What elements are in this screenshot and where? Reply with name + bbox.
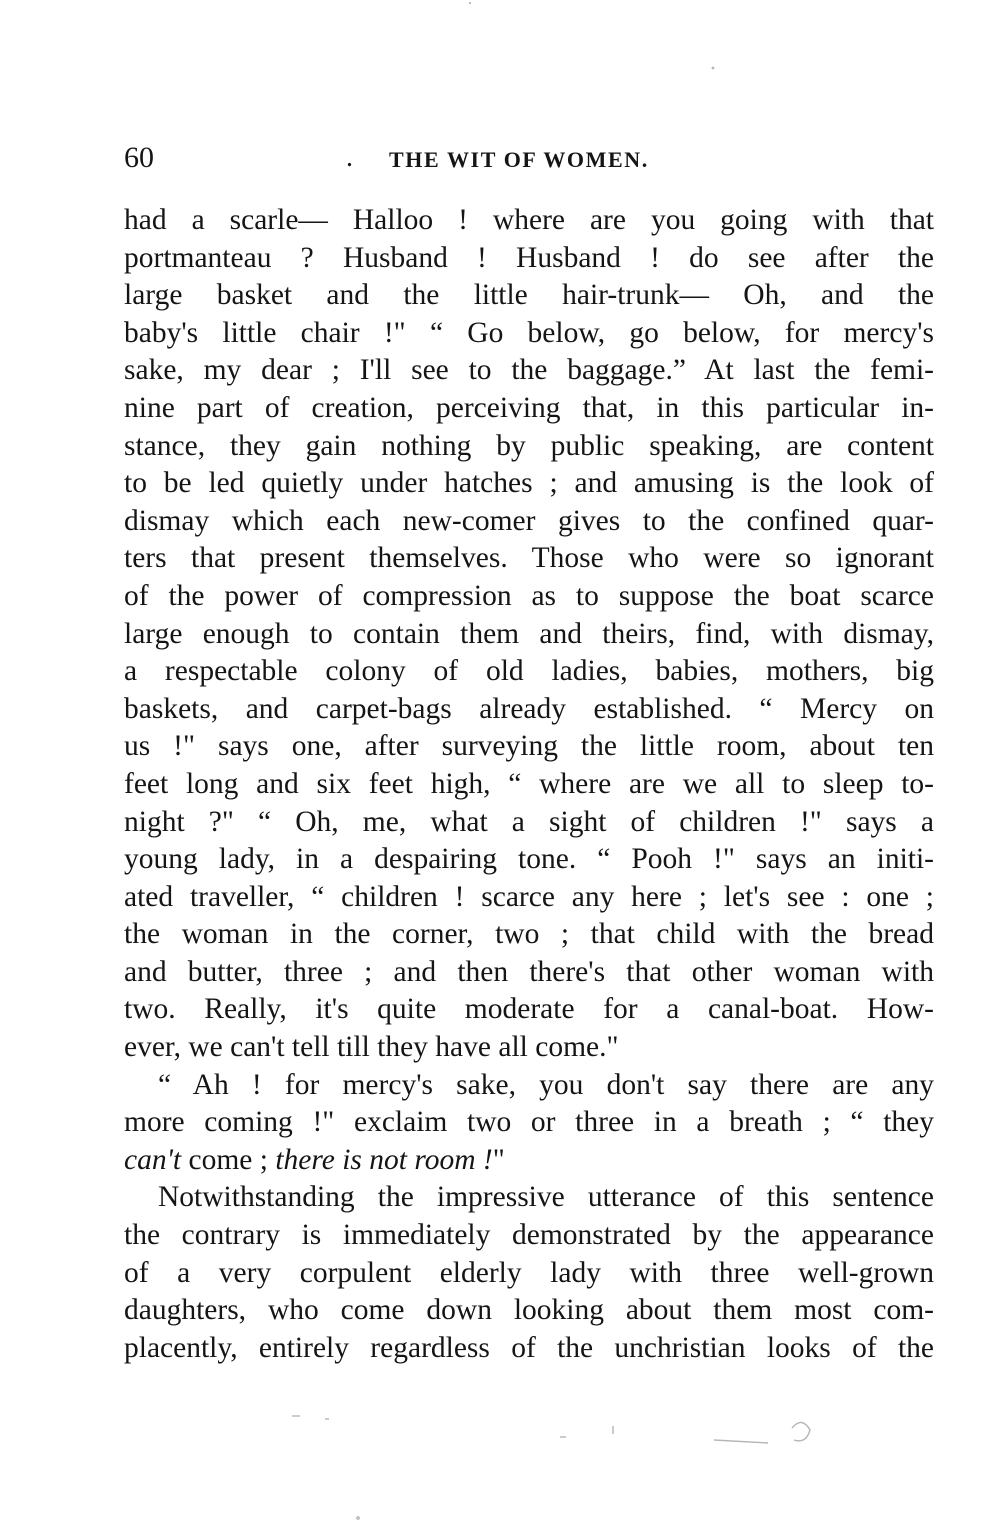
text-line: “ Ah ! for mercy's sake, you don't say there are any xyxy=(158,1068,934,1101)
text-line: ever, we can't tell till they have all come." xyxy=(124,1031,619,1064)
text-line: portmanteau ? Husband ! Husband ! do see after the xyxy=(124,241,934,274)
text-line: dismay which each new-comer gives to the confined quar- xyxy=(124,504,934,537)
text-line: sake, my dear ; I'll see to the baggage.” At last the femi- xyxy=(124,354,934,387)
text-line: of a very corpulent elderly lady with three well-grown xyxy=(124,1256,934,1289)
text-line: two. Really, it's quite moderate for a canal-boat. How- xyxy=(124,993,934,1026)
text-line: placently, entirely regardless of the unchristian looks of the xyxy=(124,1331,934,1364)
running-title: THE WIT OF WOMEN. xyxy=(389,147,649,172)
text-line: night ?" “ Oh, me, what a sight of children !" says a xyxy=(124,805,934,838)
text-line: nine part of creation, perceiving that, in this particular in- xyxy=(124,391,934,424)
text-line: the contrary is immediately demonstrated by the appearance xyxy=(124,1219,934,1252)
text-span: come ; xyxy=(181,1143,276,1176)
text-line: stance, they gain nothing by public speaking, are content xyxy=(124,429,934,462)
scan-noise-bottom xyxy=(292,1416,810,1519)
text-span: " xyxy=(492,1143,505,1176)
text-line: more coming !" exclaim two or three in a breath ; “ they xyxy=(124,1106,934,1139)
text-line: young lady, in a despairing tone. “ Pooh !" says an initi- xyxy=(124,843,934,876)
page-number: 60 xyxy=(124,141,154,174)
header-dot: . xyxy=(346,142,353,173)
text-line: large enough to contain them and theirs, find, with dismay, xyxy=(124,617,934,650)
scan-noise-top xyxy=(469,2,714,70)
italic-text: can't xyxy=(124,1143,182,1176)
text-line: Notwithstanding the impressive utterance of this sentence xyxy=(158,1181,934,1214)
text-line: a respectable colony of old ladies, babies, mothers, big xyxy=(124,655,934,688)
text-line: and butter, three ; and then there's that other woman with xyxy=(124,955,934,988)
text-line: ated traveller, “ children ! scarce any here ; let's see : one ; xyxy=(124,880,934,913)
text-line: large basket and the little hair-trunk— Oh, and the xyxy=(124,279,934,312)
text-line: ters that present themselves. Those who were so ignorant xyxy=(124,542,934,575)
text-line: had a scarle— Halloo ! where are you going with that xyxy=(124,204,934,236)
text-line: to be led quietly under hatches ; and amusing is the look of xyxy=(124,467,934,500)
text-line: the woman in the corner, two ; that child with the bread xyxy=(124,918,934,951)
text-line: baby's little chair !" “ Go below, go below, for mercy's xyxy=(124,316,934,349)
text-line: feet long and six feet high, “ where are we all to sleep to- xyxy=(124,767,934,800)
text-line: daughters, who come down looking about them most com- xyxy=(124,1294,934,1327)
text-line: of the power of compression as to suppose the boat scarce xyxy=(124,579,934,612)
italic-text: there is not room ! xyxy=(275,1143,493,1176)
text-line: us !" says one, after surveying the little room, about ten xyxy=(124,730,934,763)
text-line: baskets, and carpet-bags already established. “ Mercy on xyxy=(124,692,934,725)
